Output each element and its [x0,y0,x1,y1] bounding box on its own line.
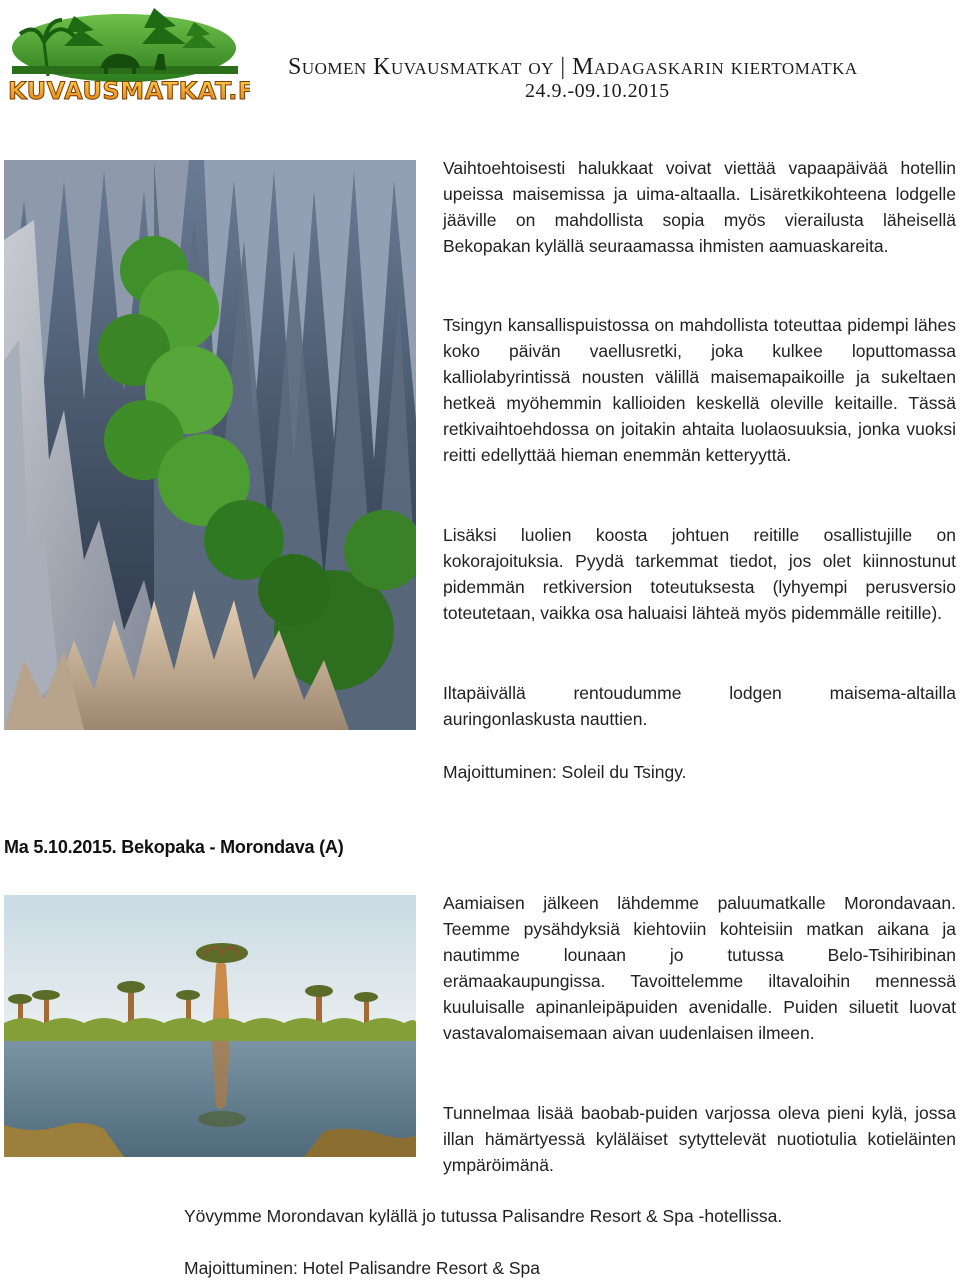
day-heading: Ma 5.10.2015. Bekopaka - Morondava (A) [4,837,344,857]
document-header-title: Suomen Kuvausmatkat oy | Madagaskarin kiertomatka [288,54,858,80]
paragraph-cave-restrictions: Lisäksi luolien koosta johtuen reitille osallistujille on kokorajoituksia. Pyydä tarkemmat tiedot, jos olet kiinnostunut pidemmän retkiversion toteutuksesta (lyhyempi perusversio toteutetaan, vaikka osa haluaisi lähteä myös pidemmälle reitille). [443,525,956,623]
accommodation-day-4: Majoittuminen: Soleil du Tsingy. [443,762,687,782]
paragraph-afternoon: Iltapäivällä rentoudumme lodgen maisema-altailla auringonlaskusta nauttien. [443,683,956,729]
accommodation-day-5: Majoittuminen: Hotel Palisandre Resort & Spa [184,1258,541,1278]
company-logo[interactable] [4,2,250,106]
tsingy-limestone-photo [4,160,416,730]
paragraph-tsingy-hike: Tsingyn kansallispuistossa on mahdollista toteuttaa pidempi lähes koko päivän vaellusretki, joka kulkee loputtomassa kalliolabyrintissä nousten välillä maisemapaikoille ja sukeltaen hetkeä myöhemmin kallioiden keskellä oleville keitaille. Tässä retkivaihtoehdossa on joitakin ahtaita luolaosuuksia, jonka vuoksi reitti edellyttää hieman enemmän ketteryyttä. [443,315,956,465]
paragraph-village: Tunnelmaa lisää baobab-puiden varjossa oleva pieni kylä, jossa illan hämärtyessä kyläläiset sytyttelevät nuotiotulia kotieläinten ympäröimänä. [443,1103,956,1175]
paragraph-return-morondava: Aamiaisen jälkeen lähdemme paluumatkalle Morondavaan. Teemme pysähdyksiä kiehtoviin kohteisiin matkan aikana ja nautimme lounaan jo tutussa Belo-Tsihiribinan erämaakaupungissa. Tavoittelemme iltavaloihin mennessä kuuluisalle apinanleipäpuiden avenidalle. Puiden siluetit luovat vastavalomaisemaan aivan uudenlaisen ilmeen. [443,893,956,1043]
svg-text:KUVAUSMATKAT.FI: KUVAUSMATKAT.FI [8,77,250,105]
baobab-avenue-photo [4,895,416,1157]
tour-dates: 24.9.-09.10.2015 [525,80,670,102]
paragraph-overnight: Yövymme Morondavan kylällä jo tutussa Palisandre Resort & Spa -hotellissa. [184,1206,783,1226]
paragraph-free-day: Vaihtoehtoisesti halukkaat voivat viettää vapaapäivää hotellin upeissa maisemissa ja uima-altaalla. Lisäretkikohteena lodgelle jääville on mahdollista sopia myös vierailusta läheisellä Bekopakan kylällä seuraamassa ihmisten aamuaskareita. [443,158,956,256]
